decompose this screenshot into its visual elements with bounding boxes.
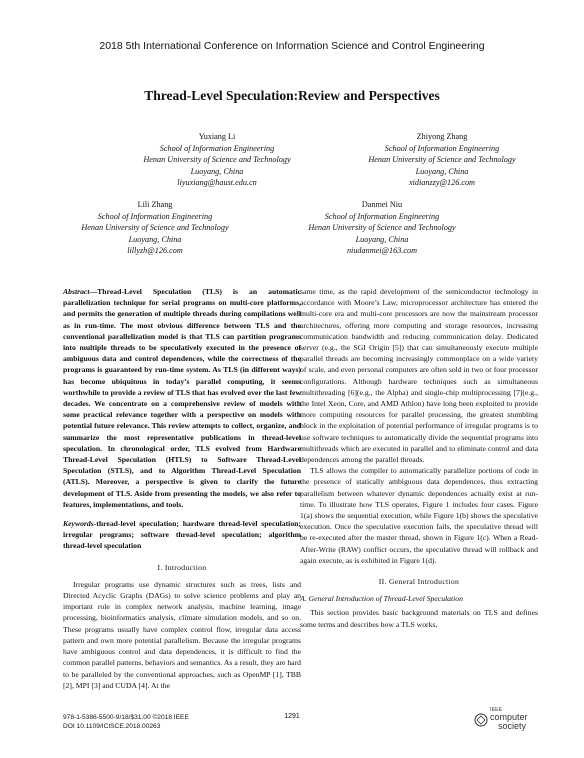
- author-email: lillyzh@126.com: [127, 246, 183, 255]
- keywords-lead: Keywords: [63, 519, 94, 529]
- page-number: 1291: [284, 713, 300, 720]
- body-paragraph: TLS allows the compiler to automatically parallelize portions of code in the presence of statically ambiguous data dependences, thus extracting parallelism between whatever dynamic dependences actually exist at run-time. To illustrate how TLS operates, Figure 1 includes four cases. Figure 1(a) shows the sequential execution, while Figure 1(b) shows the speculative execution. Once the speculative execution fails, the speculative thread will be re-executed after the master thread, shown in Figure 1(c). When a Read-After-Write (RAW) conflict occurs, the speculative thread will rollback and again execute, as is exhibited in Figure 1(d).: [300, 466, 538, 565]
- author-university: Henan University of Science and Technology: [81, 223, 229, 232]
- author-block-4: [262, 199, 502, 257]
- section-heading-general-introduction: II. General Introduction: [378, 577, 460, 587]
- keywords-text: -thread-level speculation; hardware thread-level speculation; irregular programs; software thread-level speculation; algorithm thread-level speculation: [63, 519, 301, 551]
- paper-title: Thread-Level Speculation:Review and Perspectives: [144, 88, 440, 103]
- author-dept: School of Information Engineering: [384, 143, 500, 153]
- author-name: Zhiyong Zhang: [416, 132, 468, 141]
- section-heading-introduction: I. Introduction: [157, 562, 207, 572]
- intro-paragraph: Irregular programs use dynamic structures such as trees, lists and Directed Acyclic Graphs (DAGs) to solve science problems and play an important role in complex network analysis, machine learning, image processing, bioinformatics analysis, climate simulation models, and so on. These programs usually have complex control flow, irregular data access pattern and own more potential parallelism. Because the irregular programs have ambiguous control and data dependences, it is difficult to find the common parallel patterns, behaviors and semantics. As a result, they are hard to be paralleled by the conventional approaches, such as OpenMP [1], TBB [2], MPI [3] and CUDA [4]. At the: [63, 579, 301, 690]
- author-block-3: [35, 199, 275, 257]
- conference-header: 2018 5th International Conference on Information Science and Control Engineering: [99, 40, 485, 52]
- author-dept: School of Information Engineering: [324, 211, 440, 221]
- author-university: Henan University of Science and Technology: [368, 155, 516, 164]
- logo-text-computer: computer: [490, 712, 528, 722]
- author-city: Luoyang, China: [415, 166, 469, 176]
- footer-isbn: 978-1-5386-5500-9/18/$31.00 ©2018 IEEE: [63, 714, 189, 721]
- ieee-computer-society-logo: [474, 707, 534, 733]
- body-paragraph: This section provides basic background materials on TLS and defines some terms and describes how a TLS works,: [300, 608, 538, 629]
- author-university: Henan University of Science and Technology: [308, 223, 456, 232]
- logo-text-ieee: IEEE: [490, 707, 503, 713]
- keywords: [63, 518, 301, 552]
- author-city: Luoyang, China: [128, 234, 182, 244]
- author-name: Yuxiang Li: [198, 132, 236, 141]
- author-dept: School of Information Engineering: [97, 211, 213, 221]
- author-block-1: [97, 131, 337, 189]
- author-dept: School of Information Engineering: [159, 143, 275, 153]
- author-city: Luoyang, China: [190, 166, 244, 176]
- footer-doi: DOI 10.1109/ICISCE.2018.00263: [63, 723, 161, 730]
- right-column: [300, 286, 538, 630]
- abstract: [63, 286, 301, 510]
- abstract-lead: Abstract: [63, 287, 90, 296]
- author-email: liyuxiang@haust.edu.cn: [177, 178, 257, 187]
- subsection-heading: A. General Introduction of Thread-Level Speculation: [300, 594, 463, 604]
- logo-text-society: society: [498, 721, 527, 731]
- author-name: Lili Zhang: [137, 200, 173, 209]
- left-column: [63, 286, 301, 691]
- author-email: xidianzzy@126.com: [409, 178, 475, 187]
- author-name: Danmei Niu: [361, 200, 403, 209]
- author-city: Luoyang, China: [355, 234, 409, 244]
- author-university: Henan University of Science and Technology: [143, 155, 291, 164]
- author-block-2: [322, 131, 562, 189]
- author-email: niudanmei@163.com: [346, 246, 418, 255]
- body-paragraph: same time, as the rapid development of the semiconductor technology in accordance with Moore’s Law, microprocessor architecture has entered the multi-core era and multi-core processors are now the mainstream processor architectures, offering more computing and storage resources, increasing communication bandwidth and reducing communication delay. Dedicated server (e.g., the SGI Origin [5]) that can simultaneously execute multiple parallel threads are becoming increasingly commonplace on a wide variety of scale, and even personal computers are often sold in two or four processor configurations. Although hardware techniques such as simultaneous multithreading [6](e.g., the Alpha) and single-chip multiprocessing [7](e.g., the Intel Xeon, Core, and AMD Athlon) have long been exploited to provide more computing resources for parallel processing, the greatest stumbling block in the exploitation of potential performance of irregular programs is to use software techniques to automatically divide the sequential programs into multithreads which are executed in parallel and to eliminate control and data dependences among the parallel threads.: [300, 287, 538, 465]
- abstract-text: —Thread-Level Speculation (TLS) is an automatic parallelization technique for serial programs on multi-core platforms, and permits the generation of multiple threads during compilations well as in run-time. The most obvious difference between TLS and the conventional parallelization model is that TLS can partition programs into multiple threads to be speculatively executed in the presence of ambiguous data and control dependences, while the correctness of the programs is guaranteed by run-time system. As TLS (in different ways) has become ubiquitous in today’s parallel computing, it seems worthwhile to provide a review of TLS that has evolved over the last few decades. We concentrate on a comprehensive review of models with some practical relevance together with a perspective on models with potential future relevance. This review attempts to collect, organize, and summarize the most representative publications in thread-level speculation. In chronological order, TLS evolved from Hardware Thread-Level Speculation (HTLS) to Software Thread-Level Speculation (STLS), and to Algorithm Thread-Level Speculation (ATLS). Moreover, a perspective is given to clarify the future development of TLS. Aside from presenting the models, we also refer to features, implementations, and tools.: [63, 287, 301, 509]
- footer-left: [63, 713, 189, 731]
- ieee-logo-icon: [474, 713, 488, 727]
